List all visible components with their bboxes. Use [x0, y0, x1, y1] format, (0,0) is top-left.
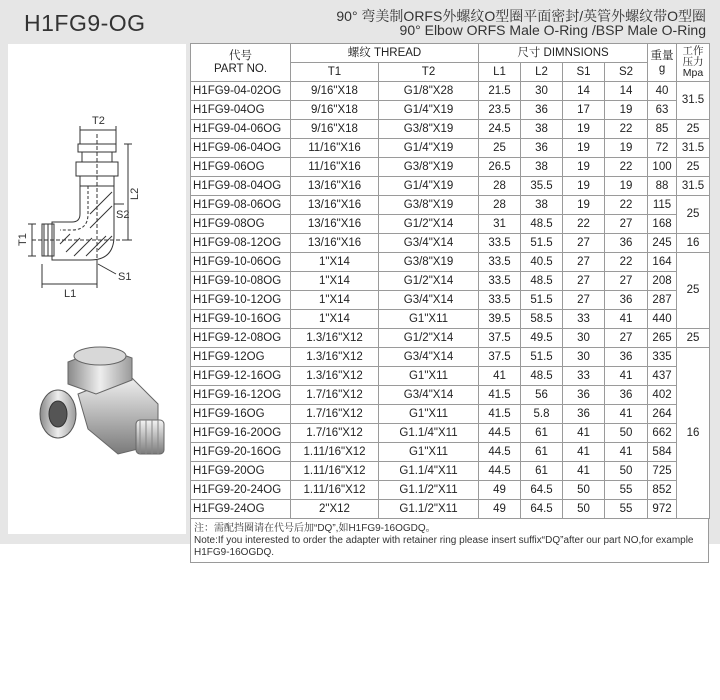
cell-l1: 26.5 — [479, 158, 521, 177]
table-row — [191, 196, 710, 215]
cell-pressure: 25 — [677, 120, 710, 139]
cell-s1: 50 — [563, 481, 605, 500]
table-row — [191, 367, 710, 386]
cell-l1: 41.5 — [479, 405, 521, 424]
header-s1: S1 — [563, 63, 605, 82]
cell-t1: 1.7/16"X12 — [291, 386, 379, 405]
cell-t1: 1.11/16"X12 — [291, 462, 379, 481]
table-row — [191, 253, 710, 272]
cell-l1: 24.5 — [479, 120, 521, 139]
cell-l1: 23.5 — [479, 101, 521, 120]
cell-l2: 38 — [521, 196, 563, 215]
cell-g: 852 — [648, 481, 677, 500]
cell-t1: 1.11/16"X12 — [291, 481, 379, 500]
cell-l1: 41.5 — [479, 386, 521, 405]
cell-s1: 14 — [563, 82, 605, 101]
title-english: 90° Elbow ORFS Male O-Ring /BSP Male O-Ring — [399, 22, 706, 38]
cell-part-no: H1FG9-20-16OG — [191, 443, 291, 462]
title-chinese: 90° 弯美制ORFS外螺纹O型圈平面密封/英管外螺纹带O型圈 — [336, 8, 706, 24]
cell-t1: 11/16"X16 — [291, 158, 379, 177]
cell-s2: 50 — [605, 424, 648, 443]
cell-l1: 49 — [479, 481, 521, 500]
cell-l2: 51.5 — [521, 234, 563, 253]
cell-l2: 48.5 — [521, 215, 563, 234]
cell-l1: 33.5 — [479, 234, 521, 253]
cell-s1: 50 — [563, 500, 605, 519]
cell-s2: 22 — [605, 158, 648, 177]
specification-table — [190, 43, 710, 519]
cell-pressure: 25 — [677, 158, 710, 177]
cell-l1: 33.5 — [479, 291, 521, 310]
cell-pressure: 31.5 — [677, 177, 710, 196]
cell-g: 168 — [648, 215, 677, 234]
table-row — [191, 310, 710, 329]
cell-t1: 1.7/16"X12 — [291, 405, 379, 424]
cell-t2: G3/4"X14 — [379, 291, 479, 310]
header-pressure-unit: Mpa — [682, 67, 704, 79]
cell-t2: G1.1/4"X11 — [379, 462, 479, 481]
cell-part-no: H1FG9-24OG — [191, 500, 291, 519]
note-english: Note:If you interested to order the adapter with retainer ring please insert suffix“DQ”after our part NO,for example H1FG9-16OGDQ. — [194, 535, 694, 558]
cell-l1: 44.5 — [479, 443, 521, 462]
cell-l2: 36 — [521, 101, 563, 120]
cell-l2: 51.5 — [521, 348, 563, 367]
cell-s1: 17 — [563, 101, 605, 120]
cell-part-no: H1FG9-16-12OG — [191, 386, 291, 405]
cell-part-no: H1FG9-08-04OG — [191, 177, 291, 196]
cell-t1: 2"X12 — [291, 500, 379, 519]
header-pressure — [677, 44, 710, 82]
cell-part-no: H1FG9-08-12OG — [191, 234, 291, 253]
cell-part-no: H1FG9-04-02OG — [191, 82, 291, 101]
cell-pressure: 16 — [677, 348, 710, 519]
cell-pressure: 25 — [677, 253, 710, 329]
cell-l1: 21.5 — [479, 82, 521, 101]
cell-t1: 9/16"X18 — [291, 82, 379, 101]
cell-part-no: H1FG9-04OG — [191, 101, 291, 120]
header-weight — [648, 44, 677, 82]
label-s1: S1 — [118, 271, 132, 283]
cell-g: 725 — [648, 462, 677, 481]
cell-s2: 22 — [605, 196, 648, 215]
cell-s2: 27 — [605, 272, 648, 291]
table-row — [191, 405, 710, 424]
table-row — [191, 158, 710, 177]
cell-l2: 64.5 — [521, 500, 563, 519]
cell-s2: 36 — [605, 291, 648, 310]
cell-s2: 36 — [605, 348, 648, 367]
cell-g: 972 — [648, 500, 677, 519]
cell-t2: G1/4"X19 — [379, 101, 479, 120]
label-t1: T1 — [17, 233, 29, 246]
table-row — [191, 82, 710, 101]
cell-s1: 36 — [563, 405, 605, 424]
cell-part-no: H1FG9-12OG — [191, 348, 291, 367]
cell-t2: G3/4"X14 — [379, 348, 479, 367]
cell-l2: 61 — [521, 424, 563, 443]
table-row — [191, 215, 710, 234]
label-l2: L2 — [129, 187, 141, 200]
cell-s1: 41 — [563, 443, 605, 462]
cell-s2: 41 — [605, 405, 648, 424]
cell-t1: 1"X14 — [291, 272, 379, 291]
cell-s2: 22 — [605, 120, 648, 139]
cell-g: 100 — [648, 158, 677, 177]
table-row — [191, 462, 710, 481]
table-row — [191, 424, 710, 443]
cell-t1: 9/16"X18 — [291, 120, 379, 139]
cell-l1: 49 — [479, 500, 521, 519]
table-row — [191, 101, 710, 120]
cell-pressure: 31.5 — [677, 82, 710, 120]
cell-l2: 30 — [521, 82, 563, 101]
cell-l1: 44.5 — [479, 462, 521, 481]
header-t1: T1 — [291, 63, 379, 82]
cell-g: 85 — [648, 120, 677, 139]
cell-l2: 61 — [521, 462, 563, 481]
cell-s2: 36 — [605, 386, 648, 405]
cell-t1: 1"X14 — [291, 253, 379, 272]
cell-s2: 14 — [605, 82, 648, 101]
cell-s2: 27 — [605, 215, 648, 234]
cell-s1: 36 — [563, 386, 605, 405]
cell-l2: 49.5 — [521, 329, 563, 348]
cell-s1: 27 — [563, 234, 605, 253]
cell-s2: 41 — [605, 310, 648, 329]
cell-g: 208 — [648, 272, 677, 291]
cell-pressure: 31.5 — [677, 139, 710, 158]
table-row — [191, 291, 710, 310]
cell-t1: 1"X14 — [291, 291, 379, 310]
cell-t2: G1.1/2"X11 — [379, 481, 479, 500]
cell-g: 88 — [648, 177, 677, 196]
cell-g: 115 — [648, 196, 677, 215]
table-row — [191, 177, 710, 196]
cell-l1: 31 — [479, 215, 521, 234]
cell-l2: 48.5 — [521, 367, 563, 386]
cell-t1: 11/16"X16 — [291, 139, 379, 158]
header-t2: T2 — [379, 63, 479, 82]
cell-l1: 33.5 — [479, 253, 521, 272]
cell-l1: 33.5 — [479, 272, 521, 291]
cell-part-no: H1FG9-10-12OG — [191, 291, 291, 310]
cell-g: 164 — [648, 253, 677, 272]
label-l1: L1 — [64, 288, 77, 300]
cell-pressure: 16 — [677, 234, 710, 253]
cell-l2: 38 — [521, 158, 563, 177]
cell-s1: 19 — [563, 177, 605, 196]
cell-l2: 40.5 — [521, 253, 563, 272]
cell-s2: 55 — [605, 500, 648, 519]
cell-t2: G1.1/2"X11 — [379, 500, 479, 519]
cell-l1: 39.5 — [479, 310, 521, 329]
cell-s1: 19 — [563, 196, 605, 215]
note-chinese: 注：需配挡圈请在代号后加“DQ”,如H1FG9-16OGDQ。 — [194, 523, 436, 534]
cell-l2: 64.5 — [521, 481, 563, 500]
cell-g: 335 — [648, 348, 677, 367]
cell-l1: 25 — [479, 139, 521, 158]
cell-l1: 37.5 — [479, 348, 521, 367]
cell-t2: G1"X11 — [379, 367, 479, 386]
cell-l2: 36 — [521, 139, 563, 158]
cell-g: 40 — [648, 82, 677, 101]
cell-s2: 19 — [605, 139, 648, 158]
cell-part-no: H1FG9-04-06OG — [191, 120, 291, 139]
cell-part-no: H1FG9-12-16OG — [191, 367, 291, 386]
cell-part-no: H1FG9-08OG — [191, 215, 291, 234]
cell-s2: 27 — [605, 329, 648, 348]
header-pressure-cn2: 压力 — [682, 56, 704, 68]
cell-s1: 33 — [563, 310, 605, 329]
table-row — [191, 329, 710, 348]
header-part-cn: 代号 — [229, 49, 252, 62]
cell-t2: G1/2"X14 — [379, 215, 479, 234]
cell-g: 440 — [648, 310, 677, 329]
cell-part-no: H1FG9-20-24OG — [191, 481, 291, 500]
cell-pressure: 25 — [677, 329, 710, 348]
cell-s1: 19 — [563, 139, 605, 158]
cell-t2: G3/4"X14 — [379, 386, 479, 405]
cell-s1: 27 — [563, 272, 605, 291]
cell-t2: G1/2"X14 — [379, 272, 479, 291]
cell-t1: 13/16"X16 — [291, 215, 379, 234]
cell-part-no: H1FG9-16-20OG — [191, 424, 291, 443]
cell-t1: 1.3/16"X12 — [291, 348, 379, 367]
cell-part-no: H1FG9-06-04OG — [191, 139, 291, 158]
cell-l1: 37.5 — [479, 329, 521, 348]
cell-t2: G3/8"X19 — [379, 253, 479, 272]
table-row — [191, 386, 710, 405]
table-row — [191, 120, 710, 139]
table-row — [191, 139, 710, 158]
cell-l1: 41 — [479, 367, 521, 386]
cell-l2: 38 — [521, 120, 563, 139]
header-s2: S2 — [605, 63, 648, 82]
cell-s1: 19 — [563, 158, 605, 177]
cell-part-no: H1FG9-06OG — [191, 158, 291, 177]
cell-t1: 13/16"X16 — [291, 177, 379, 196]
header-pressure-cn1: 工作 — [682, 45, 704, 57]
cell-part-no: H1FG9-20OG — [191, 462, 291, 481]
cell-s1: 19 — [563, 120, 605, 139]
cell-part-no: H1FG9-16OG — [191, 405, 291, 424]
specification-table-wrapper — [190, 43, 709, 563]
cell-part-no: H1FG9-08-06OG — [191, 196, 291, 215]
cell-t1: 13/16"X16 — [291, 234, 379, 253]
header-dimensions: 尺寸 DIMNSIONS — [479, 44, 648, 63]
cell-s1: 41 — [563, 462, 605, 481]
cell-g: 584 — [648, 443, 677, 462]
cell-l2: 35.5 — [521, 177, 563, 196]
cell-t1: 1.3/16"X12 — [291, 367, 379, 386]
cell-t2: G1/8"X28 — [379, 82, 479, 101]
cell-s2: 19 — [605, 177, 648, 196]
cell-s2: 41 — [605, 367, 648, 386]
cell-t2: G1"X11 — [379, 405, 479, 424]
table-row — [191, 500, 710, 519]
cell-t1: 1.7/16"X12 — [291, 424, 379, 443]
table-row — [191, 348, 710, 367]
order-note — [190, 519, 709, 563]
product-photo — [8, 334, 186, 474]
header-l1: L1 — [479, 63, 521, 82]
cell-l1: 28 — [479, 177, 521, 196]
cell-t1: 1.3/16"X12 — [291, 329, 379, 348]
cell-s2: 36 — [605, 234, 648, 253]
cell-t2: G3/4"X14 — [379, 234, 479, 253]
cell-t1: 9/16"X18 — [291, 101, 379, 120]
cell-s1: 30 — [563, 329, 605, 348]
cell-g: 264 — [648, 405, 677, 424]
header-thread: 螺纹 THREAD — [291, 44, 479, 63]
cell-t2: G1/2"X14 — [379, 329, 479, 348]
cell-s1: 27 — [563, 291, 605, 310]
cell-g: 402 — [648, 386, 677, 405]
table-row — [191, 481, 710, 500]
cell-l1: 28 — [479, 196, 521, 215]
header-weight-unit: g — [658, 62, 666, 75]
label-t2: T2 — [92, 115, 105, 127]
cell-s2: 50 — [605, 462, 648, 481]
label-s2: S2 — [116, 209, 130, 221]
cell-l2: 5.8 — [521, 405, 563, 424]
cell-s2: 55 — [605, 481, 648, 500]
cell-s2: 19 — [605, 101, 648, 120]
cell-t2: G1/4"X19 — [379, 177, 479, 196]
cell-s2: 41 — [605, 443, 648, 462]
cell-t1: 1"X14 — [291, 310, 379, 329]
cell-t2: G1"X11 — [379, 443, 479, 462]
header-l2: L2 — [521, 63, 563, 82]
cell-s1: 41 — [563, 424, 605, 443]
cell-g: 72 — [648, 139, 677, 158]
cell-l2: 58.5 — [521, 310, 563, 329]
cell-s1: 30 — [563, 348, 605, 367]
cell-t2: G3/8"X19 — [379, 158, 479, 177]
cell-l2: 61 — [521, 443, 563, 462]
cell-g: 265 — [648, 329, 677, 348]
cell-l2: 48.5 — [521, 272, 563, 291]
cell-s1: 22 — [563, 215, 605, 234]
cell-t2: G1"X11 — [379, 310, 479, 329]
cell-t1: 13/16"X16 — [291, 196, 379, 215]
specification-table-body — [191, 82, 710, 519]
table-row — [191, 443, 710, 462]
cell-t2: G3/8"X19 — [379, 196, 479, 215]
cell-pressure: 25 — [677, 196, 710, 234]
cell-part-no: H1FG9-10-06OG — [191, 253, 291, 272]
cell-g: 245 — [648, 234, 677, 253]
table-row — [191, 272, 710, 291]
cell-g: 662 — [648, 424, 677, 443]
model-title: H1FG9-OG — [24, 10, 146, 36]
cell-part-no: H1FG9-12-08OG — [191, 329, 291, 348]
table-row — [191, 234, 710, 253]
cell-t1: 1.11/16"X12 — [291, 443, 379, 462]
cell-t2: G1/4"X19 — [379, 139, 479, 158]
cell-t2: G1.1/4"X11 — [379, 424, 479, 443]
cell-g: 63 — [648, 101, 677, 120]
cell-g: 287 — [648, 291, 677, 310]
header-part-no — [191, 44, 291, 82]
cell-l2: 51.5 — [521, 291, 563, 310]
cell-s1: 27 — [563, 253, 605, 272]
cell-part-no: H1FG9-10-16OG — [191, 310, 291, 329]
cell-t2: G3/8"X19 — [379, 120, 479, 139]
header-weight-cn: 重量 — [650, 49, 674, 62]
header-part-en: PART NO. — [213, 62, 268, 75]
cell-l2: 56 — [521, 386, 563, 405]
cell-g: 437 — [648, 367, 677, 386]
technical-drawing — [8, 104, 186, 334]
cell-s1: 33 — [563, 367, 605, 386]
product-illustration-area — [8, 44, 186, 534]
cell-part-no: H1FG9-10-08OG — [191, 272, 291, 291]
cell-l1: 44.5 — [479, 424, 521, 443]
cell-s2: 22 — [605, 253, 648, 272]
